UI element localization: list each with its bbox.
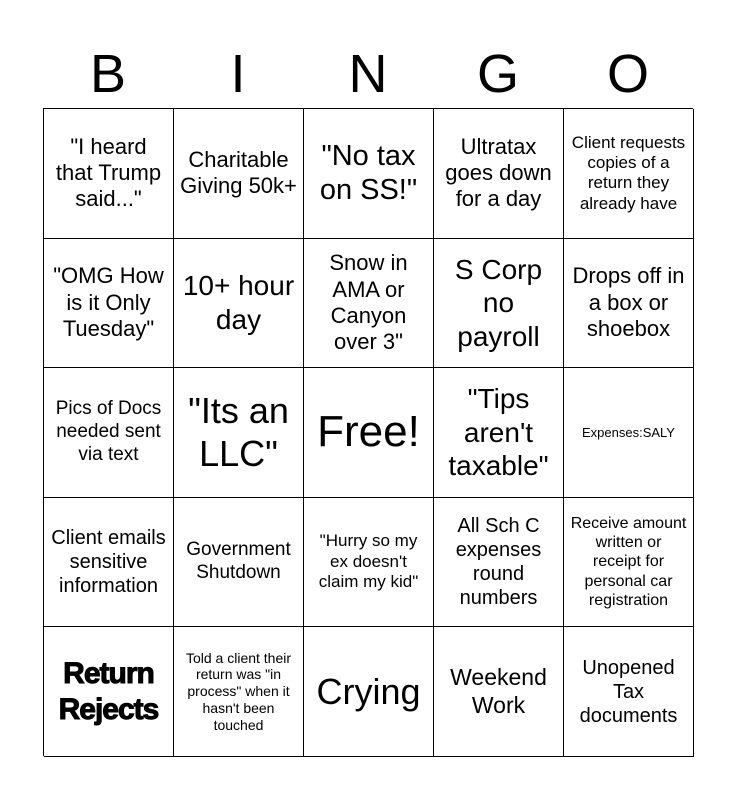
cell-text: Government Shutdown: [186, 539, 291, 584]
cell-text: Expenses:SALY: [582, 424, 675, 440]
cell-text: Receive amount written or receipt for personal car registration: [570, 515, 687, 609]
bingo-cell[interactable]: [564, 239, 694, 369]
header-letter-n: N: [348, 44, 388, 104]
cell-text: "No tax on SS!": [319, 139, 418, 207]
bingo-cell[interactable]: [44, 627, 174, 757]
cell-text: Client emails sensitive information: [51, 527, 166, 598]
cell-text: Unopened Tax documents: [579, 656, 678, 727]
cell-text: 10+ hour day: [182, 270, 295, 335]
bingo-cell[interactable]: [174, 498, 304, 628]
cell-text: "OMG How is it Only Tuesday": [53, 263, 164, 342]
cell-text: All Sch C expenses round numbers: [455, 515, 542, 610]
cell-text: Return Rejects: [58, 656, 159, 726]
bingo-cell[interactable]: [174, 368, 304, 498]
cell-text: Drops off in a box or shoebox: [572, 263, 685, 342]
bingo-cell[interactable]: [434, 368, 564, 498]
cell-text: "Its an LLC": [188, 390, 289, 475]
cell-text: Ultratax goes down for a day: [445, 133, 552, 212]
cell-text: S Corp no payroll: [454, 253, 543, 352]
bingo-cell[interactable]: [434, 109, 564, 239]
cell-text: Weekend Work: [450, 664, 547, 718]
bingo-cell[interactable]: [304, 627, 434, 757]
bingo-cell[interactable]: [44, 239, 174, 369]
bingo-cell[interactable]: [44, 498, 174, 628]
bingo-cell[interactable]: [434, 239, 564, 369]
bingo-cell[interactable]: [434, 627, 564, 757]
cell-text: "I heard that Trump said...": [55, 133, 162, 212]
header-letter-b: B: [89, 44, 127, 104]
bingo-cell[interactable]: [304, 498, 434, 628]
bingo-cell[interactable]: [44, 109, 174, 239]
bingo-cell[interactable]: [174, 109, 304, 239]
bingo-cell[interactable]: [564, 627, 694, 757]
cell-text: "Tips aren't taxable": [448, 383, 549, 482]
bingo-cell[interactable]: [564, 368, 694, 498]
bingo-cell[interactable]: [434, 498, 564, 628]
bingo-cell[interactable]: [304, 109, 434, 239]
header-letter-o: O: [606, 44, 649, 104]
cell-text: Charitable Giving 50k+: [180, 146, 297, 199]
cell-text: Told a client their return was "in process" when it hasn't been touched: [185, 649, 292, 733]
cell-text: "Hurry so my ex doesn't claim my kid": [318, 531, 419, 592]
bingo-header: [43, 40, 693, 108]
header-letter-i: I: [230, 44, 246, 104]
bingo-cell[interactable]: [564, 498, 694, 628]
cell-text: Crying: [316, 671, 421, 713]
cell-text: Snow in AMA or Canyon over 3": [329, 250, 408, 355]
bingo-cell[interactable]: [564, 109, 694, 239]
bingo-cell[interactable]: [44, 368, 174, 498]
bingo-cell[interactable]: [304, 239, 434, 369]
free-space-cell[interactable]: [304, 368, 434, 498]
bingo-cell[interactable]: [174, 239, 304, 369]
cell-text: Client requests copies of a return they already have: [571, 132, 686, 213]
cell-text: Pics of Docs needed sent via text: [55, 398, 162, 465]
bingo-board: [43, 108, 693, 756]
cell-text: Free!: [317, 407, 420, 457]
header-letter-g: G: [476, 44, 519, 104]
bingo-cell[interactable]: [174, 627, 304, 757]
